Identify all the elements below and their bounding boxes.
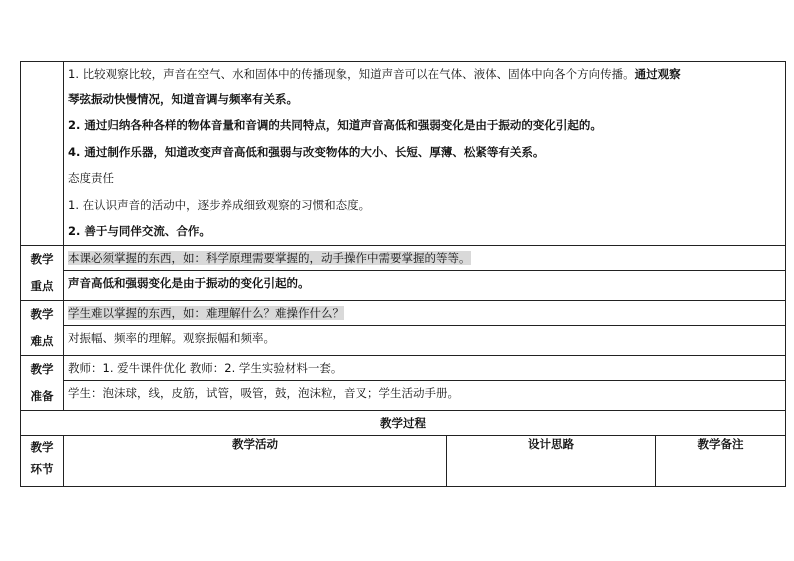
focus-row [21, 245, 786, 300]
objective-1: 1. 比较观察比较，声音在空气、水和固体中的传播现象，知道声音可以在气体、液体、固体中向各个方向传播。通过观察 琴弦振动快慢情况，知道音调与频率有关系。 [68, 67, 681, 106]
col-stage-header: 教学 环节 [21, 435, 64, 486]
difficulty-content-cell [64, 300, 786, 355]
preparation-student: 学生：泡沫球，线，皮筋，试管，吸管，鼓，泡沫粒，音叉；学生活动手册。 [64, 380, 785, 405]
lesson-plan-table [20, 61, 786, 487]
attitude-1: 1. 在认识声音的活动中，逐步养成细致观察的习惯和态度。 [68, 197, 371, 212]
preparation-teacher: 教师：1. 爱牛课件优化 教师：2. 学生实验材料一套。 [68, 360, 343, 375]
attitude-title: 态度责任 [68, 171, 114, 185]
col-activity-header: 教学活动 [64, 435, 447, 486]
process-header-row [21, 435, 786, 486]
objectives-row [21, 62, 786, 246]
focus-content: 声音高低和强弱变化是由于振动的变化引起的。 [64, 270, 785, 295]
col-design-header: 设计思路 [447, 435, 656, 486]
preparation-label: 教学 准备 [21, 355, 64, 410]
preparation-content-cell [64, 355, 786, 410]
difficulty-label: 教学 难点 [21, 300, 64, 355]
difficulty-content: 对振幅、频率的理解。观察振幅和频率。 [64, 325, 785, 350]
objectives-content-cell [64, 62, 786, 246]
focus-content-cell [64, 245, 786, 300]
attitude-2: 2. 善于与同伴交流、合作。 [68, 224, 211, 238]
preparation-row [21, 355, 786, 410]
objective-2: 2. 通过归纳各种各样的物体音量和音调的共同特点，知道声音高低和强弱变化是由于振动的变化引起的。 [68, 118, 602, 132]
difficulty-row [21, 300, 786, 355]
difficulty-hint: 学生难以掌握的东西，如：难理解什么？难操作什么？ [68, 305, 344, 320]
objectives-label-cell [21, 62, 64, 246]
col-notes-header: 教学备注 [656, 435, 786, 486]
focus-hint: 本课必须掌握的东西，如：科学原理需要掌握的，动手操作中需要掌握的等等。 [68, 250, 471, 265]
focus-label: 教学 重点 [21, 245, 64, 300]
process-title: 教学过程 [21, 410, 786, 435]
objective-4: 4. 通过制作乐器，知道改变声音高低和强弱与改变物体的大小、长短、厚薄、松紧等有关系。 [68, 144, 545, 159]
process-title-row [21, 410, 786, 435]
